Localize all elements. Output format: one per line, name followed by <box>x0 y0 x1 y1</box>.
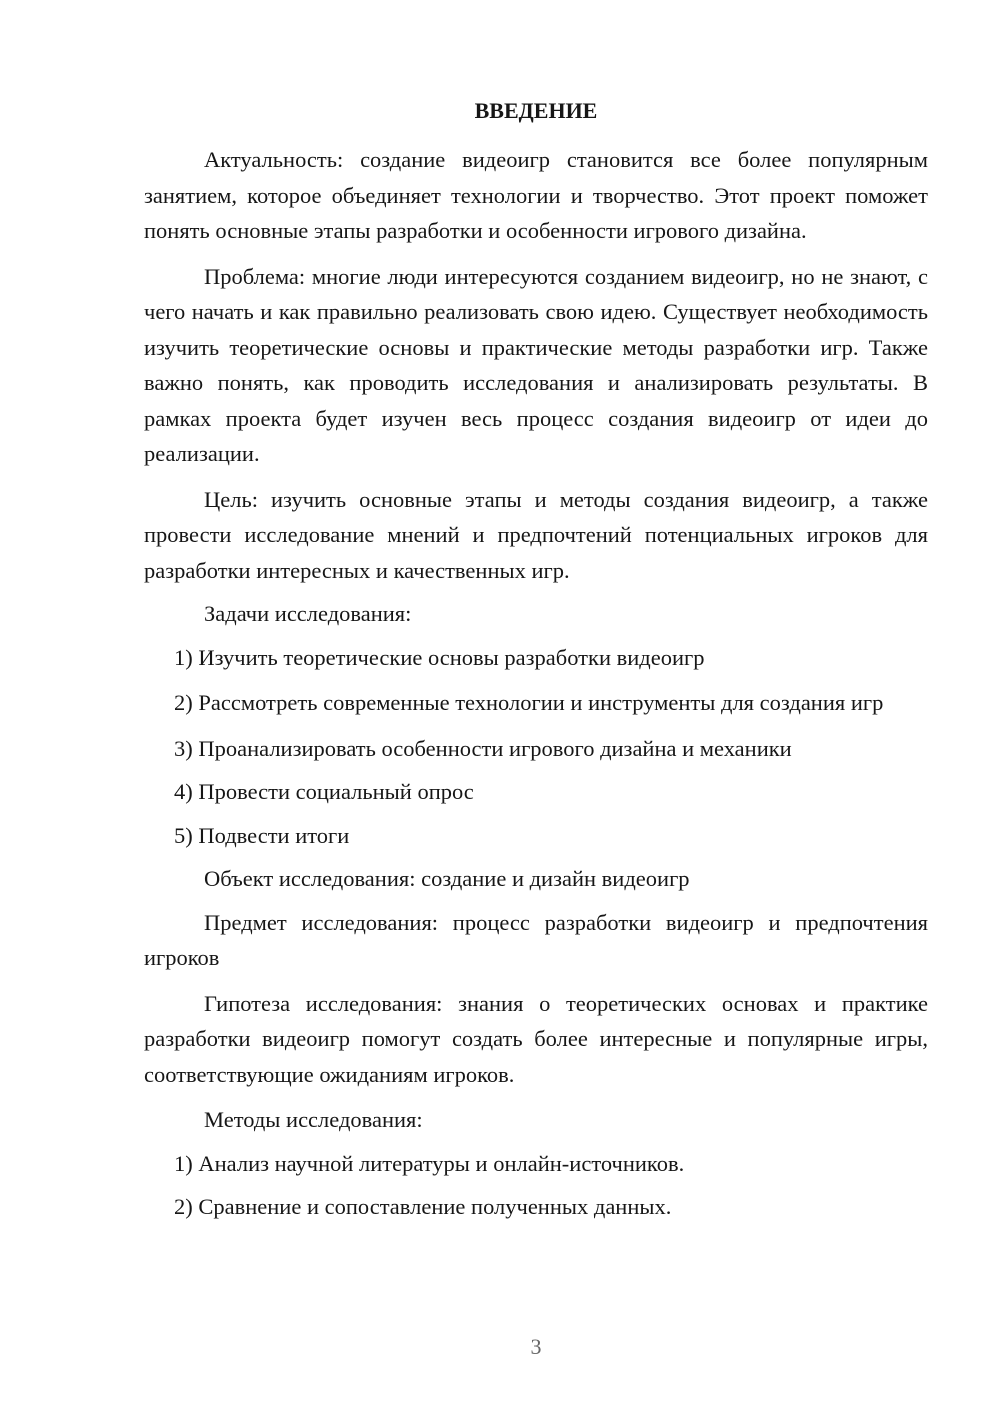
relevance-paragraph: Актуальность: создание видеоигр становится все более популярным занятием, которое объединяет технологии и творчество. Этот проект поможет понять основные этапы разработки и особенности игрового дизайна. <box>144 147 928 243</box>
methods-heading: Методы исследования: <box>204 1107 423 1132</box>
object-paragraph: Объект исследования: создание и дизайн видеоигр <box>204 866 690 891</box>
task-item: 2) Рассмотреть современные технологии и инструменты для создания игр <box>174 690 884 715</box>
page-number: 3 <box>530 1334 542 1359</box>
goal-paragraph: Цель: изучить основные этапы и методы создания видеоигр, а также провести исследование мнений и предпочтений потенциальных игроков для разработки интересных и качественных игр. <box>144 486 928 583</box>
page-title: ВВЕДЕНИЕ <box>474 98 598 123</box>
task-item: 3) Проанализировать особенности игрового дизайна и механики <box>174 735 792 761</box>
hypothesis-paragraph: Гипотеза исследования: знания о теоретических основах и практике разработки видеоигр помогут создать более интересные и популярные игры, соответствующие ожиданиям игроков. <box>144 990 928 1087</box>
task-item: 5) Подвести итоги <box>174 822 350 848</box>
tasks-heading: Задачи исследования: <box>204 601 412 626</box>
task-item: 1) Изучить теоретические основы разработки видеоигр <box>174 644 705 670</box>
method-item: 1) Анализ научной литературы и онлайн-источников. <box>174 1150 685 1176</box>
method-item: 2) Сравнение и сопоставление полученных данных. <box>174 1194 672 1219</box>
problem-paragraph: Проблема: многие люди интересуются созданием видеоигр, но не знают, с чего начать и как правильно реализовать свою идею. Существует необходимость изучить теоретические основы и практические методы разработки игр. Также важно понять, как проводить исследования и анализировать результаты. В рамках проекта будет изучен весь процесс создания видеоигр от идеи до реализации. <box>144 263 928 466</box>
subject-paragraph: Предмет исследования: процесс разработки видеоигр и предпочтения игроков <box>144 909 928 970</box>
document-body <box>144 142 928 1225</box>
task-item: 4) Провести социальный опрос <box>174 779 474 804</box>
